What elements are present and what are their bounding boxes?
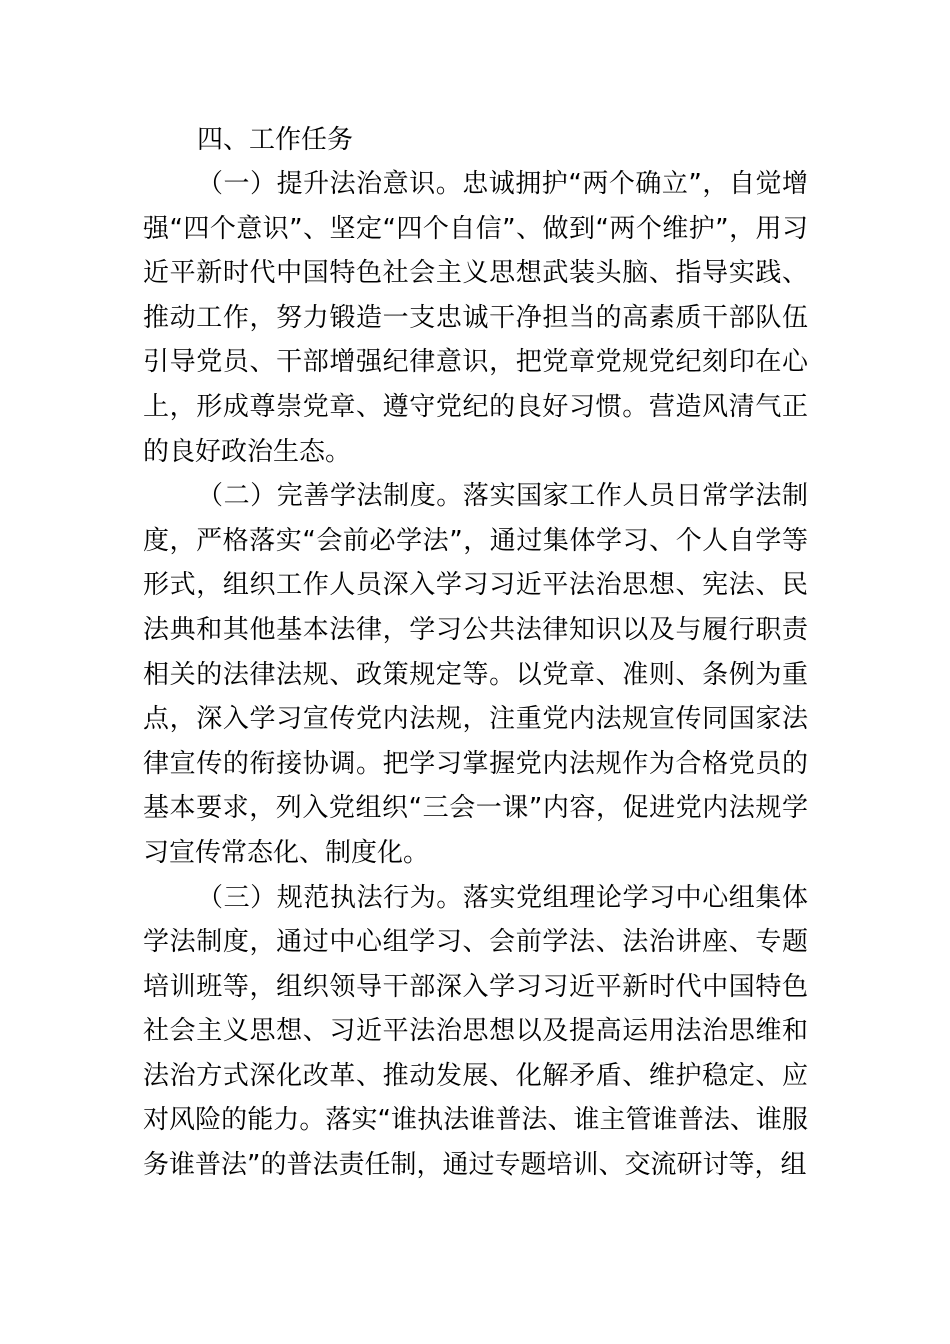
document-body xyxy=(143,118,808,1188)
paragraph-1: （一）提升法治意识。忠诚拥护“两个确立”，自觉增强“四个意识”、坚定“四个自信”、做到“两个维护”，用习近平新时代中国特色社会主义思想武装头脑、指导实践、推动工作，努力锻造一支忠诚干净担当的高素质干部队伍引导党员、干部增强纪律意识，把党章党规党纪刻印在心上，形成尊崇党章、遵守党纪的良好习惯。营造风清气正的良好政治生态。 xyxy=(143,169,808,467)
section-heading: 四、工作任务 xyxy=(197,125,354,155)
paragraph-3: （三）规范执法行为。落实党组理论学习中心组集体学法制度，通过中心组学习、会前学法、法治讲座、专题培训班等，组织领导干部深入学习习近平新时代中国特色社会主义思想、习近平法治思想以及提高运用法治思维和法治方式深化改革、推动发展、化解矛盾、维护稳定、应对风险的能力。落实“谁执法谁普法、谁主管谁普法、谁服务谁普法”的普法责任制，通过专题培训、交流研讨等，组 xyxy=(143,882,808,1181)
paragraph-2: （二）完善学法制度。落实国家工作人员日常学法制度，严格落实“会前必学法”，通过集体学习、个人自学等形式，组织工作人员深入学习习近平法治思想、宪法、民法典和其他基本法律，学习公共法律知识以及与履行职责相关的法律法规、政策规定等。以党章、准则、条例为重点，深入学习宣传党内法规，注重党内法规宣传同国家法律宣传的衔接协调。把学习掌握党内法规作为合格党员的基本要求，列入党组织“三会一课”内容，促进党内法规学习宣传常态化、制度化。 xyxy=(143,481,808,868)
